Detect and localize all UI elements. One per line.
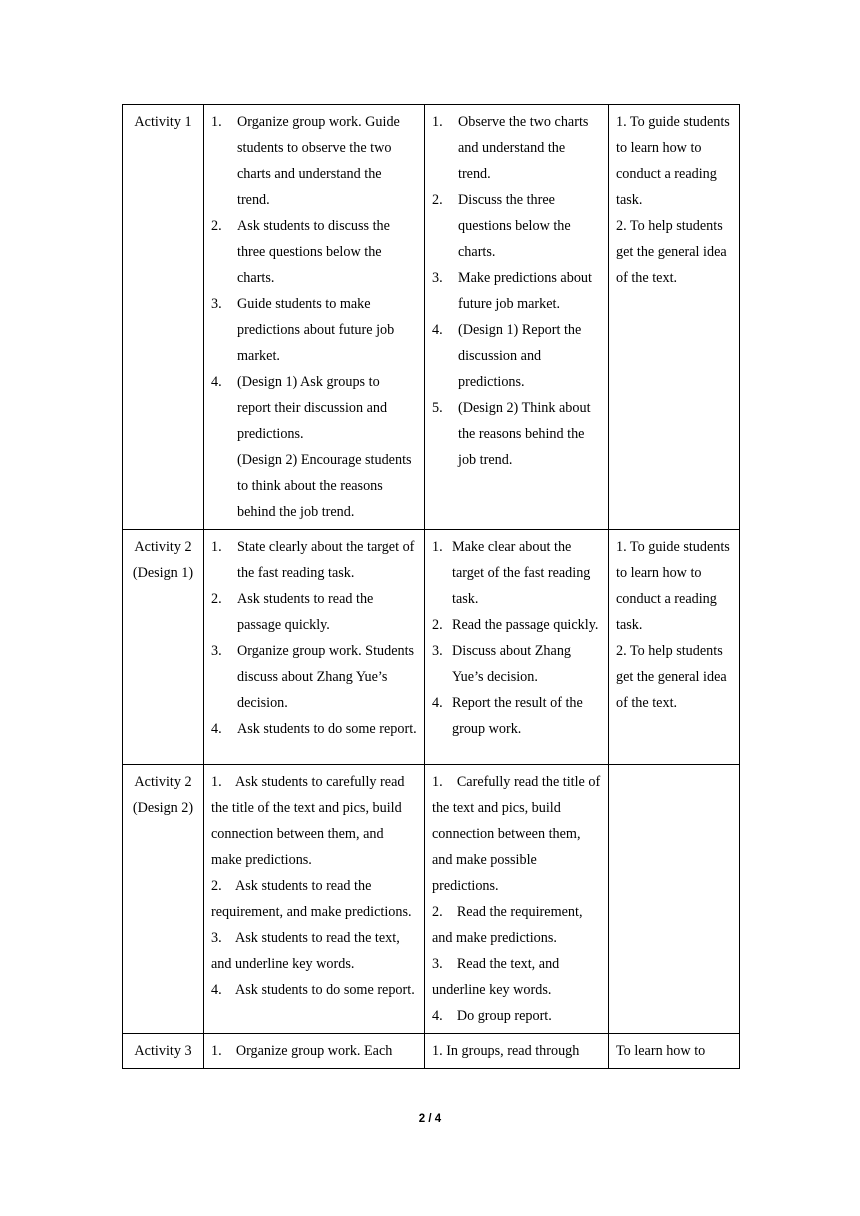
table-row (123, 530, 740, 765)
list-item: 1. State clearly about the target of the fast reading task. (211, 539, 415, 581)
purpose-cell: To learn how to (609, 1034, 740, 1069)
purpose-cell: 1. To guide students to learn how to conduct a reading task. 2. To help students get the general idea of the text. (609, 105, 740, 530)
list-item: 2. Ask students to read the requirement, and make predictions. (211, 878, 412, 920)
list-item: 3. Make predictions about future job market. (432, 270, 592, 312)
teacher-activity-cell (204, 765, 425, 1034)
list-item: 4. (Design 1) Report the discussion and predictions. (432, 322, 582, 390)
list-item: 3. Guide students to make predictions about future job market. (211, 296, 395, 364)
student-activity-cell: 1. In groups, read through (425, 1034, 609, 1069)
list-item: 4. Ask students to do some report. (211, 721, 417, 737)
list-item: 2. Read the requirement, and make predictions. (432, 904, 587, 946)
list-item: 2. Ask students to discuss the three questions below the charts. (211, 218, 390, 286)
list-item: 5. (Design 2) Think about the reasons behind the job trend. (432, 400, 591, 468)
list-item: 4. (Design 1) Ask groups to report their discussion and predictions. (Design 2) Encourage students to think about the reasons behind the job trend. (211, 374, 412, 520)
list-item: 3. Read the text, and underline key words. (432, 956, 563, 998)
list-item: 4. Ask students to do some report. (211, 982, 415, 998)
list-item: 1. Make clear about the target of the fast reading task. (432, 539, 591, 607)
list-item: 2. Read the passage quickly. (432, 617, 599, 633)
activity-label: Activity 1 (123, 105, 204, 530)
list-item: 3. Ask students to read the text, and underline key words. (211, 930, 404, 972)
activity-label: Activity 2 (Design 2) (123, 765, 204, 1034)
teacher-activity-cell (204, 105, 425, 530)
student-activity-cell (425, 105, 609, 530)
list-item: 3. Organize group work. Students discuss about Zhang Yue’s decision. (211, 643, 415, 711)
list-item: 2. Discuss the three questions below the charts. (432, 192, 571, 260)
student-activity-cell (425, 530, 609, 765)
list-item: 1. Organize group work. Guide students to observe the two charts and understand the trend. (211, 114, 400, 208)
page-number: 2 / 4 (418, 1113, 442, 1125)
list-item: 2. Ask students to read the passage quickly. (211, 591, 374, 633)
activity-label: Activity 3 (123, 1034, 204, 1069)
lesson-plan-table (122, 104, 740, 1069)
table-row (123, 105, 740, 530)
list-item: 4. Report the result of the group work. (432, 695, 583, 737)
list-item: 1. Ask students to carefully read the title of the text and pics, build connection between them, and make predictions. (211, 774, 409, 868)
purpose-cell: 1. To guide students to learn how to conduct a reading task. 2. To help students get the general idea of the text. (609, 530, 740, 765)
teacher-activity-cell (204, 530, 425, 765)
list-item: 4. Do group report. (432, 1008, 552, 1024)
list-item: 3. Discuss about Zhang Yue’s decision. (432, 643, 572, 685)
teacher-activity-cell: 1. Organize group work. Each (204, 1034, 425, 1069)
table-row (123, 765, 740, 1034)
student-activity-cell (425, 765, 609, 1034)
table-row (123, 1034, 740, 1069)
purpose-cell (609, 765, 740, 1034)
activity-label: Activity 2 (Design 1) (123, 530, 204, 765)
list-item: 1. Observe the two charts and understand the trend. (432, 114, 589, 182)
list-item: 1. Carefully read the title of the text and pics, build connection between them, and make possible predictions. (432, 774, 604, 894)
